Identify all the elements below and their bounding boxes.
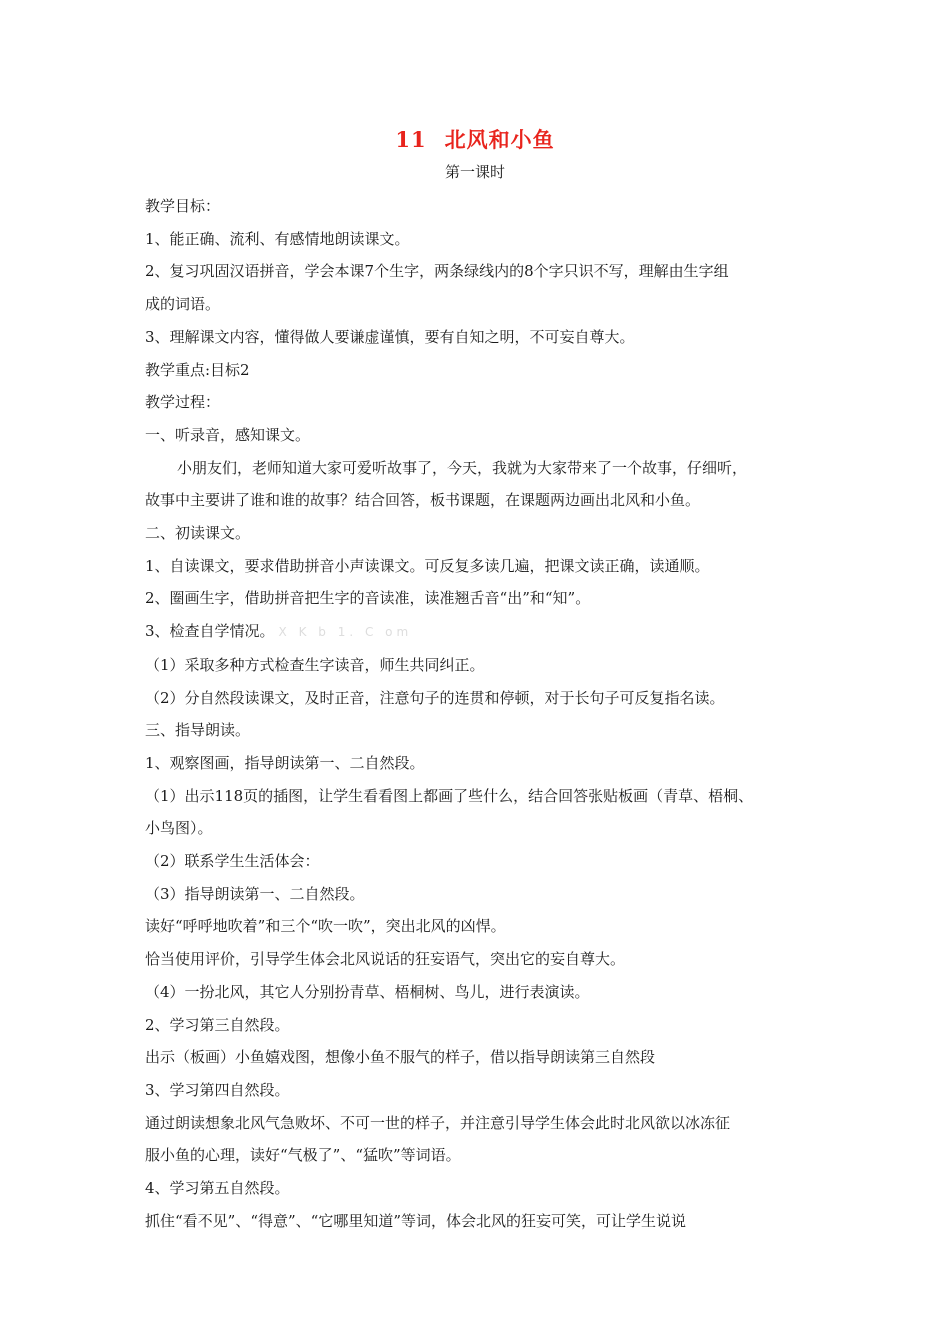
- text-line: 通过朗读想象北风气急败坏、不可一世的样子，并注意引导学生体会此时北风欲以冰冻征: [145, 1113, 731, 1132]
- text-line: （1）采取多种方式检查生字读音，师生共同纠正。: [145, 655, 485, 674]
- text-line-with-watermark: [145, 615, 815, 649]
- text-line: 3、理解课文内容，懂得做人要谦虚谨慎，要有自知之明，不可妄自尊大。: [145, 327, 635, 346]
- text-line: 2、学习第三自然段。: [145, 1015, 290, 1034]
- watermark: X K b 1. C om: [278, 625, 413, 640]
- text-line: 故事中主要讲了谁和谁的故事？结合回答，板书课题，在课题两边画出北风和小鱼。: [145, 491, 701, 510]
- text-line: （3）指导朗读第一、二自然段。: [145, 884, 365, 903]
- text-line: 小朋友们，老师知道大家可爱听故事了，今天，我就为大家带来了一个故事，仔细听，: [177, 458, 748, 477]
- text-line: 一、听录音，感知课文。: [145, 425, 311, 444]
- text-line: 3、学习第四自然段。: [145, 1080, 290, 1099]
- text-line: （4）一扮北风，其它人分别扮青草、梧桐树、鸟儿，进行表演读。: [145, 982, 590, 1001]
- text-line: 教学过程：: [145, 393, 221, 412]
- text-line: 4、学习第五自然段。: [145, 1179, 290, 1198]
- text-line: （2）联系学生生活体会：: [145, 852, 320, 871]
- text-line: 1、观察图画，指导朗读第一、二自然段。: [145, 753, 425, 772]
- lesson-body: [145, 190, 815, 1238]
- text-line: 出示（板画）小鱼嬉戏图，想像小鱼不服气的样子，借以指导朗读第三自然段: [145, 1048, 656, 1067]
- lesson-name: 北风和小鱼: [444, 127, 555, 152]
- text-line: 二、初读课文。: [145, 524, 251, 543]
- text-line: 小鸟图）。: [145, 819, 213, 838]
- text-line: 教学重点:目标2: [145, 360, 250, 379]
- text-line: 三、指导朗读。: [145, 721, 251, 740]
- text-line: 1、自读课文，要求借助拼音小声读课文。可反复多读几遍，把课文读正确，读通顺。: [145, 556, 710, 575]
- text-line: 教学目标：: [145, 197, 221, 215]
- text-line: 3、检查自学情况。: [145, 622, 275, 641]
- text-line: （2）分自然段读课文，及时正音，注意句子的连贯和停顿，对于长句子可反复指名读。: [145, 688, 725, 707]
- text-line: 读好“呼呼地吹着”和三个“吹一吹”，突出北风的凶悍。: [145, 917, 506, 936]
- text-line: 2、复习巩固汉语拼音，学会本课7个生字，两条绿线内的8个字只识不写，理解由生字组: [145, 262, 729, 281]
- lesson-period: 第一课时: [444, 163, 505, 181]
- text-line: （1）出示118页的插图，让学生看看图上都画了些什么，结合回答张贴板画（青草、梧桐、: [145, 786, 754, 805]
- lesson-title: [0, 124, 950, 154]
- text-line: 2、圈画生字，借助拼音把生字的音读准，读准翘舌音“出”和“知”。: [145, 589, 591, 608]
- text-line: 服小鱼的心理，读好“气极了”、“猛吹”等词语。: [145, 1146, 461, 1165]
- lesson-number: 11: [395, 127, 427, 152]
- text-line: 抓住“看不见”、“得意”、“它哪里知道”等词，体会北风的狂妄可笑，可让学生说说: [145, 1211, 687, 1230]
- text-line: 恰当使用评价，引导学生体会北风说话的狂妄语气，突出它的妄自尊大。: [145, 950, 626, 969]
- text-line: 1、能正确、流利、有感情地朗读课文。: [145, 229, 410, 248]
- text-line: 成的词语。: [145, 295, 221, 314]
